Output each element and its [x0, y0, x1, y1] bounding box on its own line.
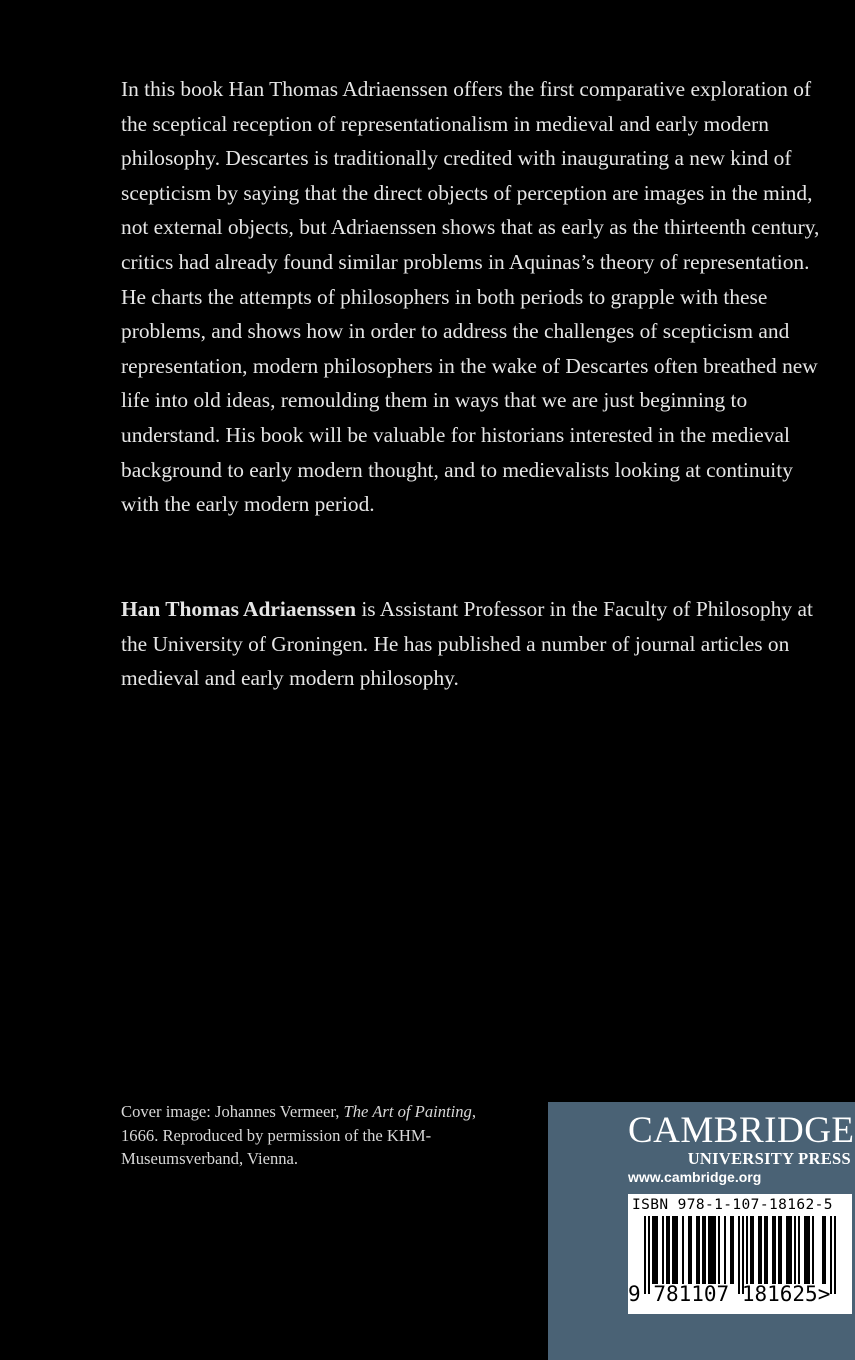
barcode-bar [674, 1216, 676, 1284]
credit-prefix: Cover image: Johannes Vermeer, [121, 1102, 344, 1121]
barcode-bar [752, 1216, 754, 1284]
barcode-digits-left: 781107 [653, 1282, 730, 1306]
barcode-bar [676, 1216, 678, 1284]
barcode-bar [798, 1216, 800, 1284]
barcode-bar [656, 1216, 658, 1284]
barcode-bar [654, 1216, 656, 1284]
barcode-bar [788, 1216, 790, 1284]
publisher-panel [548, 1102, 855, 1360]
barcode-digits-right: 181625 [741, 1282, 818, 1306]
barcode-bar [794, 1216, 796, 1284]
barcode-bar [774, 1216, 776, 1284]
publisher-name: CAMBRIDGE [628, 1110, 855, 1151]
barcode-bar [730, 1216, 732, 1284]
author-bio [121, 592, 826, 696]
barcode-end-marker: > [817, 1282, 831, 1306]
barcode-bar [704, 1216, 706, 1284]
credit-suffix: , 1666. Reproduced by permission of the KHM-Museumsverband, Vienna. [121, 1102, 476, 1168]
isbn-label: ISBN 978-1-107-18162-5 [632, 1197, 833, 1213]
barcode-bar [652, 1216, 654, 1284]
barcode-bar [760, 1216, 762, 1284]
barcode-bar [764, 1216, 766, 1284]
artwork-title: The Art of Painting [343, 1102, 472, 1121]
barcode-bar [746, 1216, 748, 1284]
barcode-bar [732, 1216, 734, 1284]
barcode-digit-first: 9 [628, 1282, 641, 1306]
barcode-bar [698, 1216, 700, 1284]
barcode-bar [778, 1216, 780, 1284]
author-bio-text: is Assistant Professor in the Faculty of Philosophy at the University of Groningen. He has published a number of journal articles on medieval and early modern philosophy. [121, 597, 813, 691]
barcode-bar [766, 1216, 768, 1284]
barcode-bar [668, 1216, 670, 1284]
barcode-bar [780, 1216, 782, 1284]
barcode-bar [690, 1216, 692, 1284]
barcode-bar [702, 1216, 704, 1284]
barcode-bar [662, 1216, 664, 1284]
cover-image-credit [121, 1100, 511, 1171]
barcode-bar [772, 1216, 774, 1284]
description-paragraph: In this book Han Thomas Adriaenssen offers the first comparative exploration of the sceptical reception of representationalism in medieval and early modern philosophy. Descartes is traditionally credited with inaugurating a new kind of scepticism by saying that the direct objects of perception are images in the mind, not external objects, but Adriaenssen shows that as early as the thirteenth century, critics had already found similar problems in Aquinas’s theory of representation. He charts the attempts of philosophers in both periods to grapple with these problems, and shows how in order to address the challenges of scepticism and representation, modern philosophers in the wake of Descartes often breathed new life into old ideas, remoulding them in ways that we are just beginning to understand. His book will be valuable for historians interested in the medieval background to early modern thought, and to medievalists looking at continuity with the early modern period. [121, 77, 820, 517]
barcode-bar [724, 1216, 726, 1284]
barcode-bar [666, 1216, 668, 1284]
barcode-bar [750, 1216, 752, 1284]
barcode-digits [628, 1282, 852, 1306]
publisher-press: UNIVERSITY PRESS [687, 1149, 851, 1168]
barcode-bar [682, 1216, 684, 1284]
barcode-bar [804, 1216, 806, 1284]
isbn-barcode [628, 1194, 852, 1314]
barcode-bar [672, 1216, 674, 1284]
author-name: Han Thomas Adriaenssen [121, 597, 356, 621]
barcode-bar [824, 1216, 826, 1284]
barcode-bar [790, 1216, 792, 1284]
barcode-bar [696, 1216, 698, 1284]
barcode-bar [808, 1216, 810, 1284]
barcode-bar [712, 1216, 714, 1284]
barcode-bar [718, 1216, 720, 1284]
barcode-bar [688, 1216, 690, 1284]
publisher-logo [628, 1108, 855, 1186]
barcode-bar [714, 1216, 716, 1284]
publisher-url: www.cambridge.org [628, 1169, 762, 1185]
barcode-bar [822, 1216, 824, 1284]
barcode-bar [708, 1216, 710, 1284]
barcode-bar [786, 1216, 788, 1284]
barcode-bar [812, 1216, 814, 1284]
barcode-bar [710, 1216, 712, 1284]
barcode-bar [758, 1216, 760, 1284]
barcode-bar [806, 1216, 808, 1284]
